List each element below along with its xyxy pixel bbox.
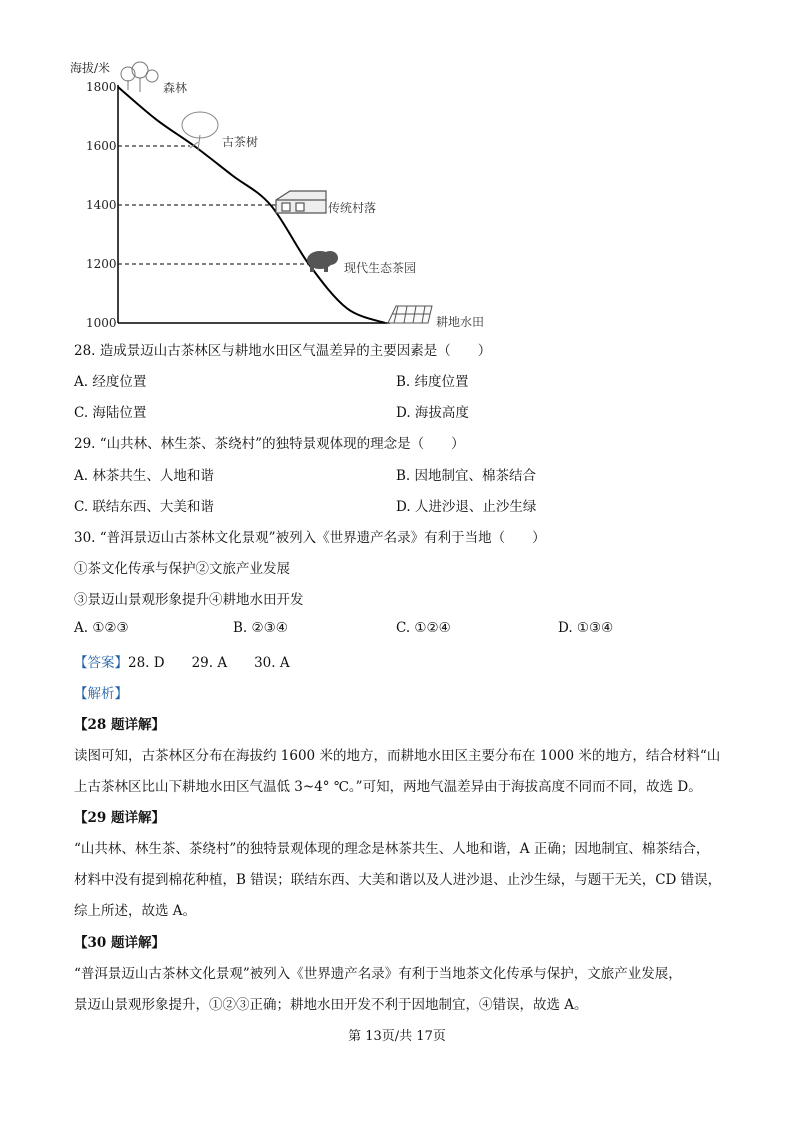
q29-option-d: D. 人进沙退、止沙生绿	[396, 499, 537, 515]
y-tick-label: 1400	[86, 198, 117, 212]
q30-option-d: D. ①③④	[558, 620, 614, 636]
q28-option-c: C. 海陆位置	[74, 405, 147, 421]
q30-statements-1: ①茶文化传承与保护②文旅产业发展	[74, 561, 290, 577]
d29-head: 【29 题详解】	[74, 810, 165, 826]
q28-option-a: A. 经度位置	[74, 374, 147, 390]
d29-line-1: “山共林、林生茶、茶绕村”的独特景观体现的理念是林茶共生、人地和谐，A 正确；因地制宜、棉茶结合，	[74, 841, 710, 857]
y-axis-label: 海拔/米	[70, 61, 111, 75]
label-forest: 森林	[163, 81, 188, 95]
q28-option-b: B. 纬度位置	[396, 374, 469, 390]
q30-option-a: A. ①②③	[74, 620, 129, 636]
d30-head: 【30 题详解】	[74, 935, 165, 951]
d28-line-1: 读图可知，古茶林区分布在海拔约 1600 米的地方，而耕地水田区主要分布在 1000 米的地方，结合材料“山	[74, 748, 721, 764]
d30-line-1: “普洱景迈山古茶林文化景观”被列入《世界遗产名录》有利于当地茶文化传承与保护，文旅产业发展，	[74, 966, 682, 982]
q30-option-c: C. ①②④	[396, 620, 451, 636]
label-eco-tea-garden: 现代生态茶园	[344, 261, 417, 275]
eco-tea-garden-icon	[307, 251, 338, 272]
q30-option-b: B. ②③④	[233, 620, 288, 636]
q29-stem: 29. “山共林、林生茶、茶绕村”的独特景观体现的理念是（ ）	[74, 436, 465, 452]
analysis-tag: 【解析】	[74, 686, 128, 702]
q29-option-a: A. 林茶共生、人地和谐	[74, 468, 214, 484]
q28-option-d: D. 海拔高度	[396, 405, 469, 421]
answer-text: 28. D 29. A 30. A	[128, 655, 290, 671]
q29-option-b: B. 因地制宜、棉茶结合	[396, 468, 537, 484]
d29-line-3: 综上所述，故选 A。	[74, 903, 197, 919]
ancient-tea-tree-icon	[182, 112, 218, 150]
d28-line-2: 上古茶林区比山下耕地水田区气温低 3~4° ℃。”可知，两地气温差异由于海拔高度不同而不同，故选 D。	[74, 779, 702, 795]
label-ancient-tea: 古茶树	[222, 135, 259, 149]
village-house-icon	[276, 191, 326, 213]
q28-stem: 28. 造成景迈山古茶林区与耕地水田区气温差异的主要因素是（ ）	[74, 343, 492, 359]
label-paddy: 耕地水田	[436, 315, 485, 329]
answer-tag: 【答案】	[74, 655, 128, 671]
d29-line-2: 材料中没有提到棉花种植，B 错误；联结东西、大美和谐以及人进沙退、止沙生绿，与题干无关，CD 错误，	[74, 872, 722, 888]
q29-option-c: C. 联结东西、大美和谐	[74, 499, 214, 515]
d28-head: 【28 题详解】	[74, 717, 165, 733]
y-tick-label: 1800	[86, 80, 117, 94]
q30-stem: 30. “普洱景迈山古茶林文化景观”被列入《世界遗产名录》有利于当地（ ）	[74, 530, 546, 546]
y-tick-label: 1200	[86, 257, 117, 271]
y-tick-label: 1000	[86, 316, 117, 330]
answer-line	[74, 651, 290, 671]
label-village: 传统村落	[328, 201, 377, 215]
elevation-chart	[0, 0, 794, 340]
y-tick-label: 1600	[86, 139, 117, 153]
page-footer: 第 13页/共 17页	[348, 1029, 446, 1044]
forest-icon	[121, 62, 158, 92]
paddy-field-icon	[388, 306, 432, 323]
q30-statements-2: ③景迈山景观形象提升④耕地水田开发	[74, 592, 304, 608]
d30-line-2: 景迈山景观形象提升，①②③正确；耕地水田开发不利于因地制宜，④错误，故选 A。	[74, 997, 588, 1013]
